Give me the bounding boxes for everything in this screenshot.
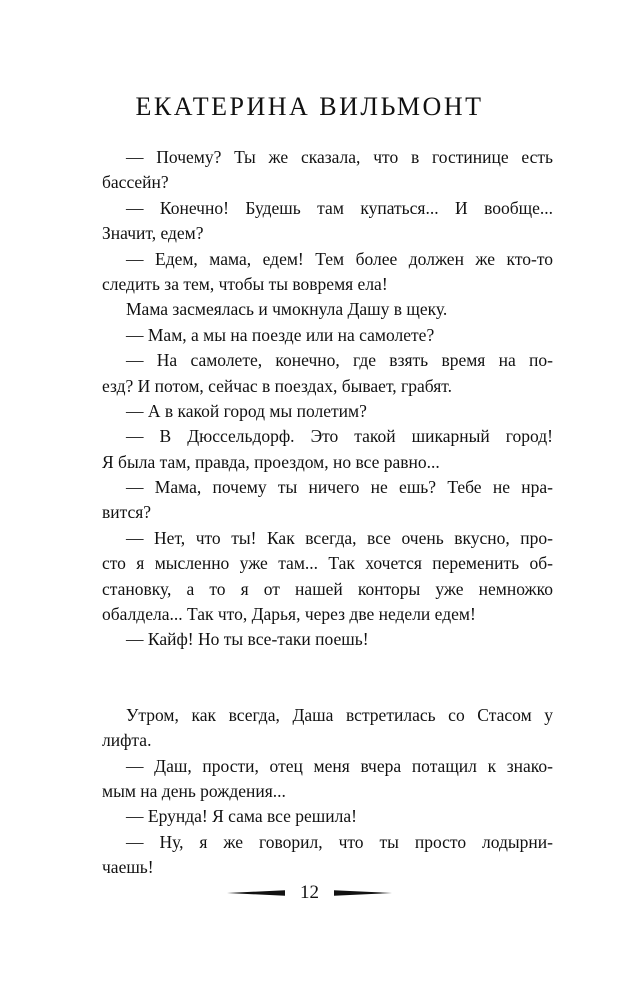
running-header-author: ЕКАТЕРИНА ВИЛЬМОНТ [135, 92, 484, 121]
text-line: — Ерунда! Я сама все решила! [126, 806, 357, 827]
right-dash-ornament [334, 889, 392, 897]
text-line: — В Дюссельдорф. Это такой шикарный город! [126, 426, 553, 447]
text-line: бассейн? [102, 172, 169, 193]
section-break [102, 653, 553, 703]
text-line: — На самолете, конечно, где взять время на по- [126, 350, 553, 371]
left-dash-ornament [227, 889, 285, 897]
text-line: Утром, как всегда, Даша встретилась со Стасом у [126, 704, 553, 725]
text-line: Я была там, правда, проездом, но все равно... [102, 451, 440, 472]
text-line: чаешь! [102, 857, 154, 878]
text-line: следить за тем, чтобы ты вовремя ела! [102, 273, 388, 294]
text-line: — Почему? Ты же сказала, что в гостинице есть [126, 147, 553, 167]
page-body-text [102, 145, 553, 881]
text-line: — Мам, а мы на поезде или на самолете? [126, 324, 435, 345]
text-line: обалдела... Так что, Дарья, через две недели едем! [102, 604, 476, 625]
text-line: становку, а то я от нашей конторы уже немножко [102, 578, 553, 599]
text-line: — Ну, я же говорил, что ты просто лодырни- [126, 831, 553, 852]
text-line: Значит, едем? [102, 223, 204, 244]
text-line: — Едем, мама, едем! Тем более должен же кто-то [126, 248, 553, 269]
text-line: мым на день рождения... [102, 780, 286, 801]
text-line: — Даш, прости, отец меня вчера потащил к знако- [126, 755, 553, 776]
text-line: — Конечно! Будешь там купаться... И вообще... [126, 197, 553, 218]
text-line: — Мама, почему ты ничего не ешь? Тебе не нра- [126, 477, 553, 498]
text-line: — Кайф! Но ты все-таки поешь! [126, 629, 369, 650]
text-line: сто я мысленно уже там... Так хочется переменить об- [102, 553, 553, 574]
text-line: вится? [102, 502, 152, 523]
text-line: — А в какой город мы полетим? [126, 400, 367, 421]
text-line: Мама засмеялась и чмокнула Дашу в щеку. [126, 299, 448, 320]
text-line: лифта. [102, 730, 152, 751]
page-number: 12 [300, 881, 319, 903]
text-line: езд? И потом, сейчас в поездах, бывает, грабят. [102, 375, 452, 396]
text-line: — Нет, что ты! Как всегда, все очень вкусно, про- [126, 527, 553, 548]
page-footer [0, 880, 619, 905]
